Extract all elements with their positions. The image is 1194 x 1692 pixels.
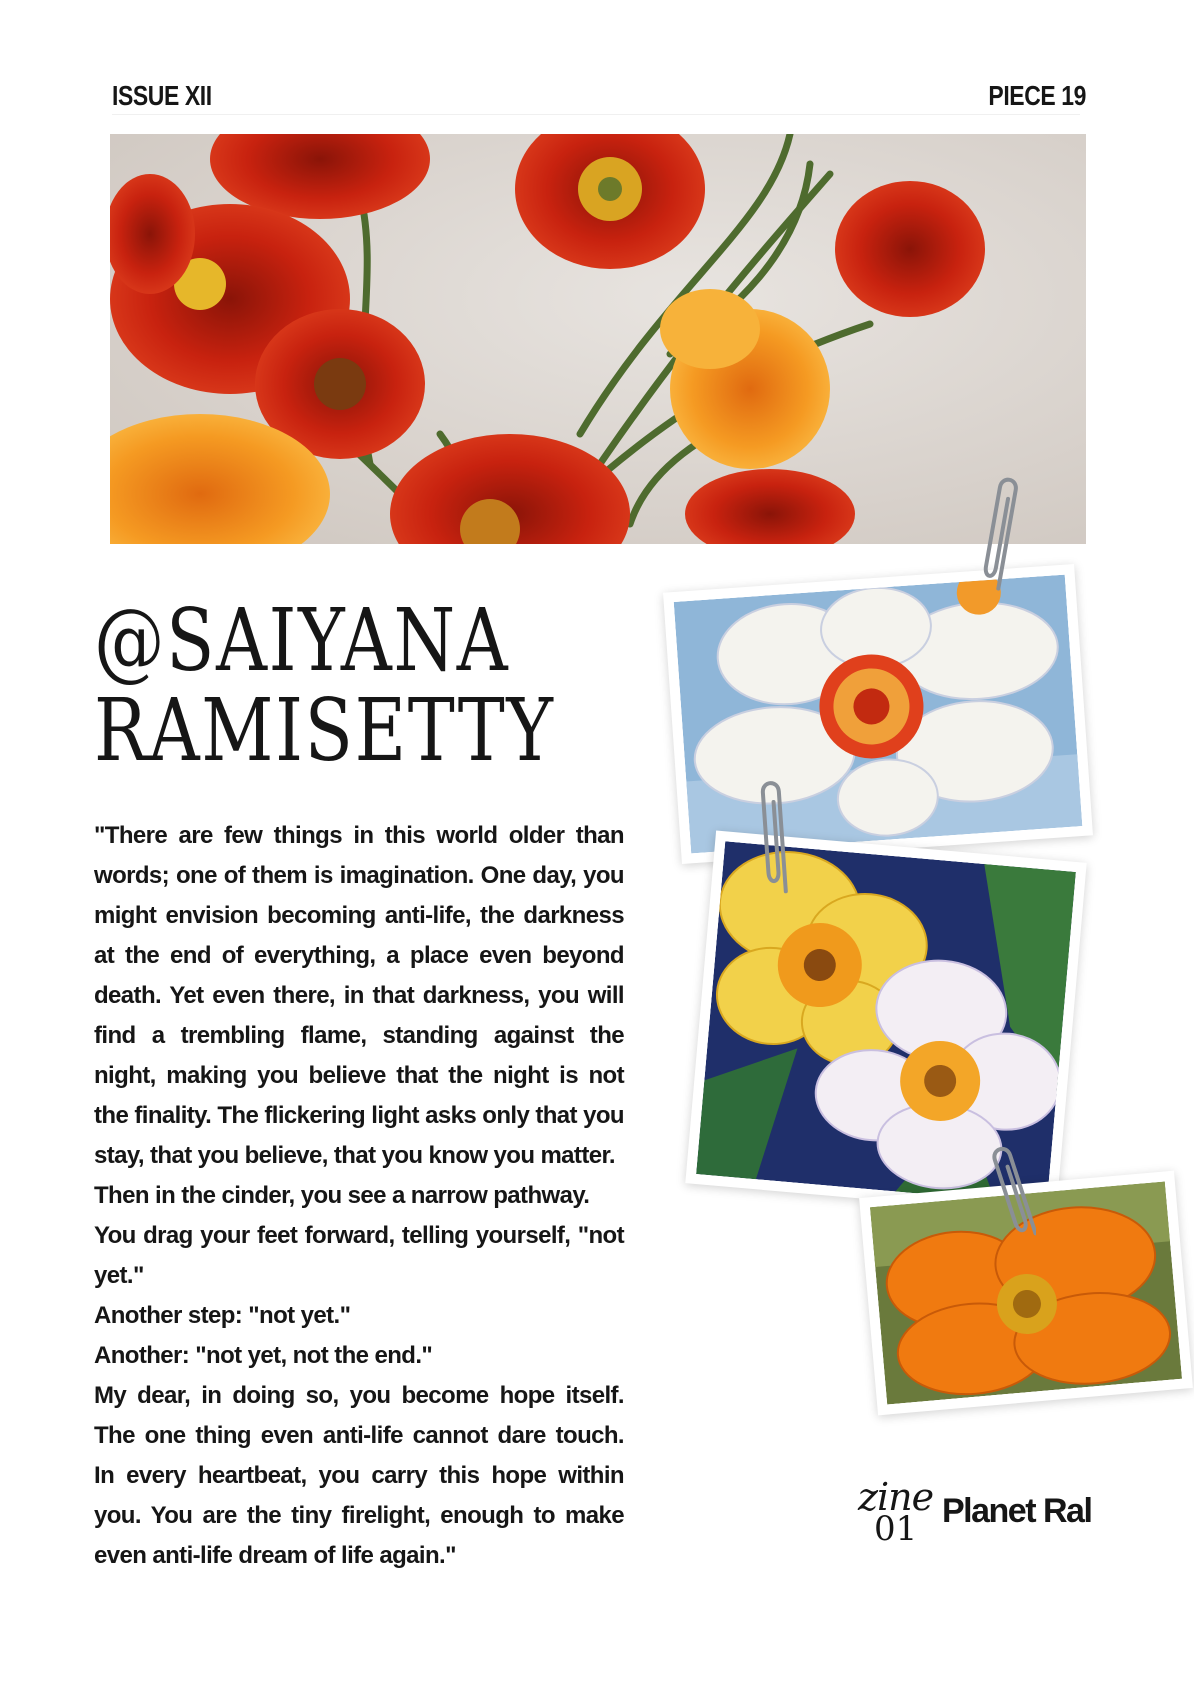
photo-white-daffodil bbox=[663, 564, 1093, 864]
paperclip-icon bbox=[992, 1138, 1036, 1248]
brand-name: Planet Ral bbox=[942, 1492, 1092, 1530]
zine-wordmark: zine bbox=[858, 1475, 934, 1519]
poem-line-step: Another step: "not yet." bbox=[94, 1302, 351, 1329]
author-handle bbox=[94, 591, 555, 781]
white-daffodil-illustration bbox=[674, 575, 1083, 854]
poem-line-another: Another: "not yet, not the end." bbox=[94, 1342, 433, 1369]
poem-body bbox=[94, 816, 624, 1576]
header-divider bbox=[112, 114, 1080, 115]
author-name-line-2: RAMISETTY bbox=[94, 681, 555, 781]
poem-line-cinder: Then in the cinder, you see a narrow pathway. bbox=[94, 1182, 590, 1209]
poem-paragraph-end: My dear, in doing so, you become hope itself. The one thing even anti-life cannot dare touch. In every heartbeat, you carry this hope within you. You are the tiny firelight, enough to make even anti-life dream of life again." bbox=[94, 1382, 624, 1569]
paperclip-icon bbox=[752, 772, 796, 902]
hero-poppies-image bbox=[110, 134, 1086, 544]
zine-number: 01 bbox=[874, 1509, 918, 1549]
poem-paragraph-1: "There are few things in this world older than words; one of them is imagination. One day, you might envision becoming anti-life, the darkness at the end of everything, a place even beyond death. Yet even there, in that darkness, you will find a trembling flame, standing against the night, making you believe that the night is not the finality. The flickering light asks only that you stay, that you believe, that you know you matter. bbox=[94, 822, 624, 1169]
piece-label: PIECE 19 bbox=[988, 80, 1086, 111]
issue-label: ISSUE XII bbox=[112, 80, 212, 111]
paperclip-icon bbox=[978, 468, 1022, 598]
poppies-illustration bbox=[110, 134, 1086, 544]
poem-line-drag: You drag your feet forward, telling yourself, "not yet." bbox=[94, 1222, 624, 1289]
author-name-line-1: @SAIYANA bbox=[94, 591, 510, 691]
